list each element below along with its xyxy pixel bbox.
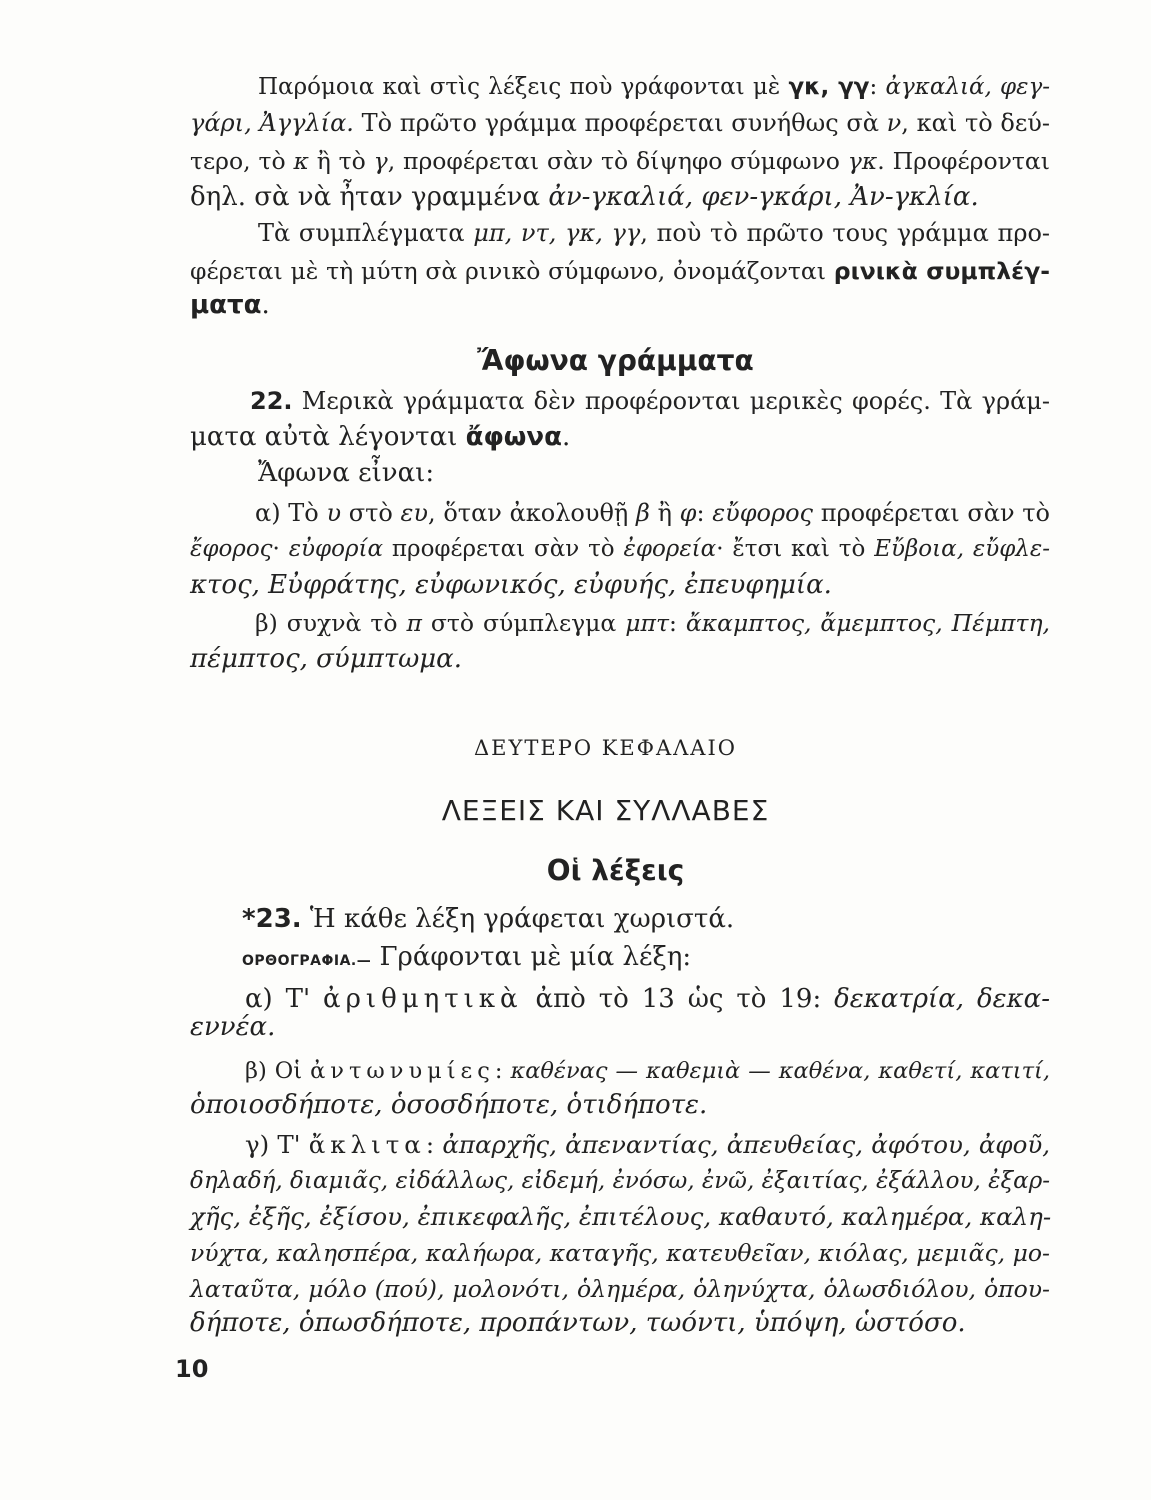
list-item-continuation: εννέα. bbox=[190, 1012, 276, 1042]
list-item-continuation: δηλαδή, διαμιᾶς, εἰδάλλως, εἰδεμή, ἐνόσω, ἐνῶ, ἐξαιτίας, ἐξάλλου, ἐξαρ- bbox=[190, 1168, 1050, 1194]
list-item: α) Τὸ υ στὸ ευ, ὅταν ἀκολουθῇ β ἢ φ: εὔφορος προφέρεται σὰν τὸ bbox=[255, 499, 1051, 527]
list-item-continuation: κτος, Εὐφράτης, εὐφωνικός, εὐφυής, ἐπευφημία. bbox=[190, 570, 832, 600]
list-item: α) Τ' ἀριθμητικὰ ἀπὸ τὸ 13 ὡς τὸ 19: δεκατρία, δεκα- bbox=[245, 984, 1050, 1014]
paragraph-line: φέρεται μὲ τὴ μύτη σὰ ρινικὸ σύμφωνο, ὀνομάζονται ρινικὰ συμπλέγ- bbox=[190, 257, 1050, 285]
chapter-label: ΔΕΥΤΕΡΟ ΚΕΦΑΛΑΙΟ bbox=[474, 736, 737, 760]
section-heading: Οἱ λέξεις bbox=[546, 854, 685, 887]
paragraph-line: ματα αὐτὰ λέγονται ἄφωνα. bbox=[190, 422, 571, 452]
paragraph-number: 22. bbox=[250, 387, 293, 415]
list-item-continuation: πέμπτος, σύμπτωμα. bbox=[190, 644, 462, 674]
list-item: γ) Τ' ἄκλιτα: ἀπαρχῆς, ἀπεναντίας, ἀπευθείας, ἀφότου, ἀφοῦ, bbox=[245, 1130, 1050, 1159]
paragraph-line: ματα. bbox=[190, 290, 270, 320]
paragraph-line: Παρόμοια καὶ στὶς λέξεις ποὺ γράφονται μὲ γκ, γγ: ἀγκαλιά, φεγ- bbox=[258, 74, 1051, 100]
list-item: β) συχνὰ τὸ π στὸ σύμπλεγμα μπτ: ἄκαμπτος, ἄμεμπτος, Πέμπτη, bbox=[255, 609, 1051, 637]
paragraph-line: τερο, τὸ κ ἢ τὸ γ, προφέρεται σὰν τὸ δίψηφο σύμφωνο γκ. Προφέρονται bbox=[190, 147, 1050, 175]
paragraph-line: δηλ. σὰ νὰ ἦταν γραμμένα ἀν-γκαλιά, φεν-γκάρι, Ἀν-γκλία. bbox=[190, 182, 979, 212]
paragraph-line: 22. Μερικὰ γράμματα δὲν προφέρονται μερικὲς φορές. Τὰ γράμ- bbox=[250, 387, 1050, 415]
page-number: 10 bbox=[175, 1355, 209, 1383]
list-item-continuation: λαταῦτα, μόλο (πού), μολονότι, ὁλημέρα, ὁληνύχτα, ὁλωσδιόλου, ὁπου- bbox=[190, 1275, 1050, 1303]
paragraph-line: ΟΡΘΟΓΡΑΦΙΑ.— Γράφονται μὲ μία λέξη: bbox=[242, 942, 692, 972]
section-heading: Ἄφωνα γράμματα bbox=[477, 344, 754, 377]
paragraph-line: Τὰ συμπλέγματα μπ, ντ, γκ, γγ, ποὺ τὸ πρῶτο τους γράμμα προ- bbox=[258, 219, 1051, 247]
list-item-continuation: νύχτα, καλησπέρα, καλήωρα, καταγῆς, κατευθεῖαν, κιόλας, μεμιᾶς, μο- bbox=[190, 1239, 1050, 1267]
list-item: β) Οἱ ἀντωνυμίες: καθένας — καθεμιὰ — καθένα, καθετί, κατιτί, bbox=[245, 1058, 1051, 1084]
orthography-label: ΟΡΘΟΓΡΑΦΙΑ.— bbox=[242, 953, 372, 969]
list-item-continuation: δήποτε, ὁπωσδήποτε, προπάντων, τωόντι, ὑπόψη, ὡστόσο. bbox=[190, 1308, 966, 1338]
list-item-continuation: χῆς, ἐξῆς, ἐξίσου, ἐπικεφαλῆς, ἐπιτέλους, καθαυτό, καλημέρα, καλη- bbox=[190, 1202, 1052, 1231]
paragraph-line: γάρι, Ἀγγλία. Τὸ πρῶτο γράμμα προφέρεται συνήθως σὰ ν, καὶ τὸ δεύ- bbox=[190, 109, 1050, 137]
chapter-title: ΛΕΞΕΙΣ ΚΑΙ ΣΥΛΛΑΒΕΣ bbox=[441, 794, 770, 827]
paragraph-line: *23. Ἡ κάθε λέξη γράφεται χωριστά. bbox=[242, 904, 735, 934]
list-item-continuation: ὁποιοσδήποτε, ὁσοσδήποτε, ὁτιδήποτε. bbox=[190, 1090, 708, 1120]
paragraph-number: *23. bbox=[242, 904, 302, 934]
paragraph-line: Ἄφωνα εἶναι: bbox=[258, 458, 435, 488]
list-item-continuation: ἔφορος· εὐφορία προφέρεται σὰν τὸ ἐφορεία· ἔτσι καὶ τὸ Εὔβοια, εὔφλε- bbox=[190, 536, 1050, 562]
